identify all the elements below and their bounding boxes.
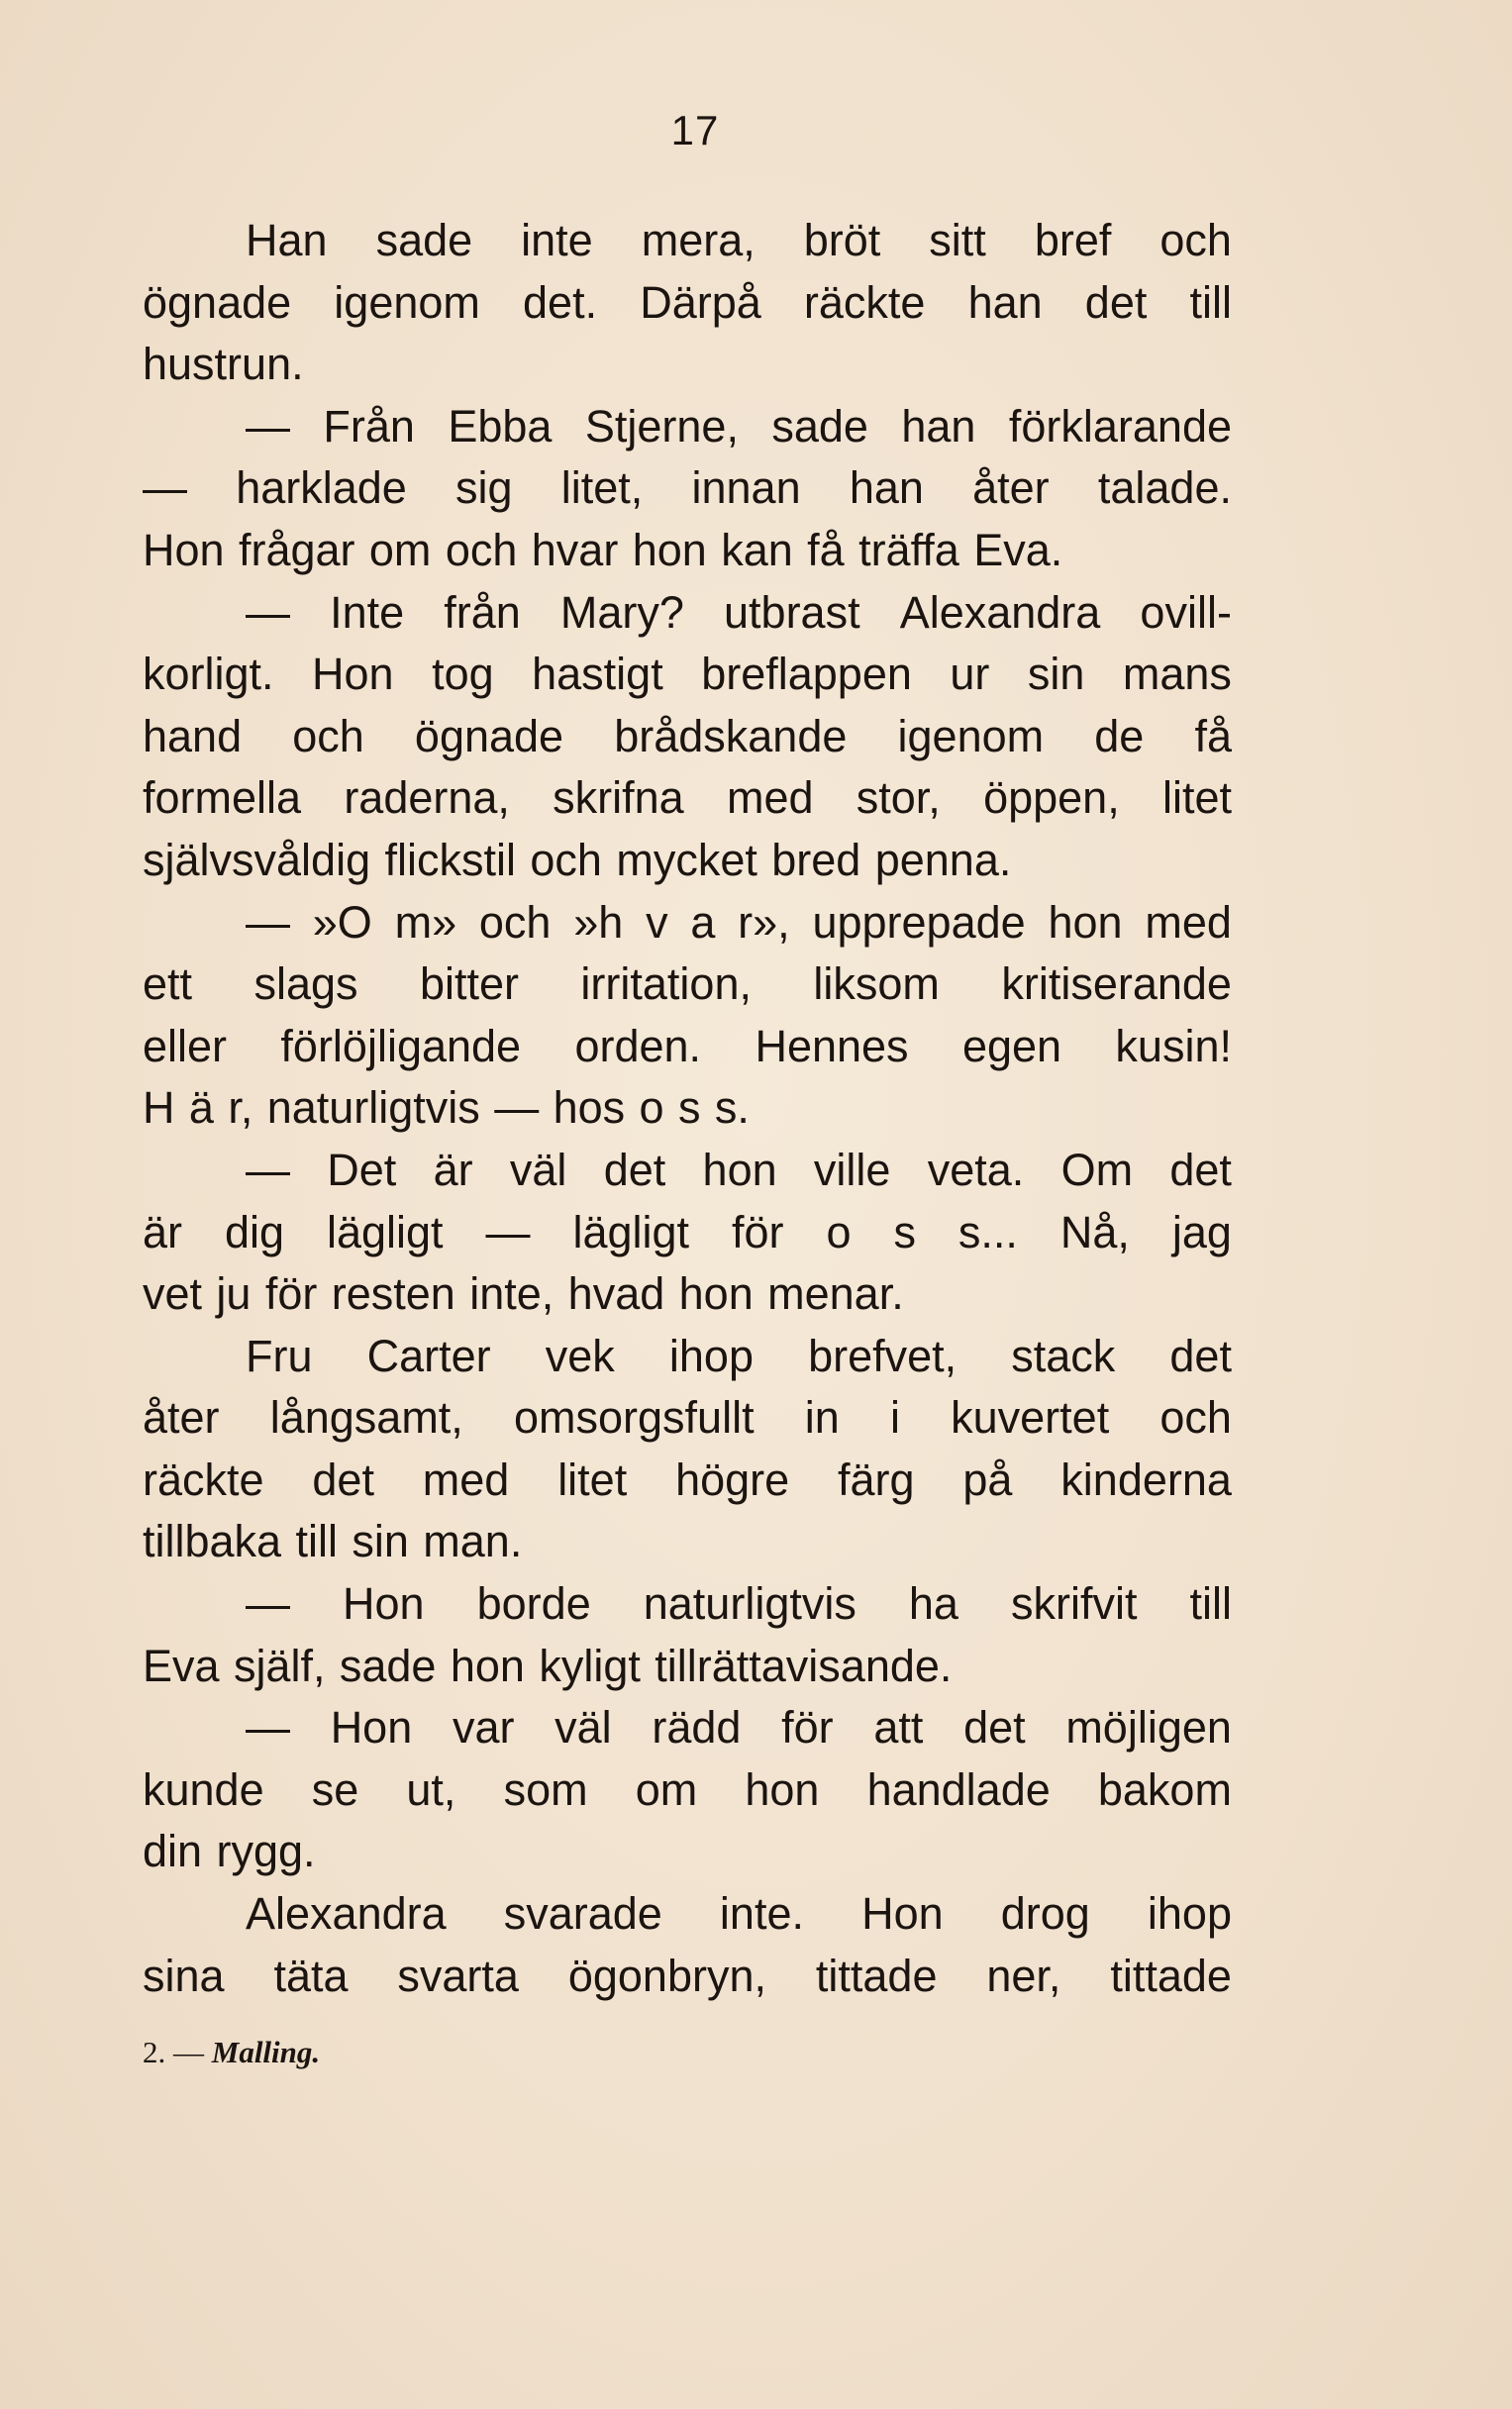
word: slags (253, 958, 358, 1010)
word: raderna, (344, 772, 510, 824)
text-line (143, 954, 1232, 1016)
word: kuvertet (951, 1392, 1110, 1444)
word: sig (455, 462, 513, 514)
word: sade (339, 1640, 437, 1691)
word: korligt. (143, 649, 274, 700)
text-line (143, 1016, 1232, 1078)
word: igenom (334, 276, 480, 328)
word: ner, (986, 1950, 1061, 2001)
word: litet (557, 1454, 628, 1505)
text-line (143, 1263, 1232, 1326)
word: menar. (767, 1268, 904, 1320)
word: irritation, (580, 958, 752, 1010)
word: borde (476, 1578, 591, 1630)
word: skrifvit (1010, 1578, 1138, 1630)
word: bitter (419, 958, 519, 1010)
word: bref (1034, 215, 1112, 265)
word: att (873, 1702, 924, 1754)
text-line (143, 706, 1232, 768)
word: a (690, 896, 716, 948)
text-line (143, 1759, 1232, 1822)
word: sade (375, 215, 473, 265)
word: s... (958, 1206, 1018, 1257)
word: — (246, 586, 290, 638)
word: bred (771, 834, 861, 885)
word: ihop (668, 1330, 754, 1381)
word: för (781, 1702, 834, 1754)
word: Därpå (640, 276, 761, 328)
word: väl (509, 1144, 567, 1195)
word: Mary? (559, 586, 684, 638)
word: — (246, 400, 290, 452)
word: — (485, 1206, 531, 1257)
text-line (143, 210, 1232, 272)
word: breflappen (701, 649, 912, 700)
word: Fru (246, 1330, 313, 1381)
word: naturligtvis (643, 1578, 857, 1630)
word: tittade (1110, 1950, 1232, 2001)
word: Hon (330, 1702, 413, 1754)
word: Inte (330, 586, 405, 638)
word: Från (323, 400, 415, 452)
word: åter (972, 462, 1050, 514)
text-line (143, 582, 1232, 645)
word: bröt (803, 215, 881, 265)
word: m» (394, 896, 457, 948)
word: och (530, 834, 602, 885)
text-line (143, 1883, 1232, 1946)
word: Han (246, 215, 328, 265)
word: Eva (143, 1640, 220, 1691)
word: ögnade (143, 276, 292, 328)
word: s (893, 1206, 916, 1257)
word: o (639, 1082, 664, 1134)
word: sitt (929, 215, 986, 265)
word: kinderna (1060, 1454, 1232, 1505)
text-line (143, 1077, 1232, 1140)
word: hon (745, 1763, 820, 1815)
word: räckte (803, 276, 926, 328)
word: det (963, 1702, 1026, 1754)
word: det. (523, 276, 598, 328)
word: s. (714, 1082, 750, 1134)
word: formella (143, 772, 302, 824)
word: — (246, 1144, 290, 1195)
word: Ebba (448, 400, 553, 452)
word: svarade (503, 1888, 662, 1940)
word: innan (691, 462, 801, 514)
word: sin (352, 1516, 409, 1567)
word: — (494, 1082, 540, 1134)
word: se (311, 1763, 359, 1815)
word: tillbaka (143, 1516, 282, 1567)
word: för (264, 1268, 318, 1320)
word: hon (702, 1144, 777, 1195)
word: flickstil (384, 834, 516, 885)
word: s (677, 1082, 701, 1134)
word: Hon (312, 649, 394, 700)
word: harklade (236, 462, 407, 514)
word: Nå, (1059, 1206, 1130, 1257)
text-line (143, 1202, 1232, 1264)
word: ett (143, 958, 193, 1010)
word: omsorgsfullt (514, 1392, 755, 1444)
text-line (143, 272, 1232, 335)
text-line (143, 1140, 1232, 1202)
word: hon (450, 1640, 525, 1691)
word: få (807, 524, 845, 575)
printer-signature (143, 2035, 320, 2070)
word: förlöjligande (280, 1020, 522, 1071)
word: färg (838, 1454, 915, 1505)
word: mycket (616, 834, 757, 885)
word: det (1169, 1330, 1232, 1381)
word: själf, (233, 1640, 326, 1691)
word: Carter (366, 1330, 491, 1381)
word: var (452, 1702, 515, 1754)
word: dig (224, 1206, 285, 1257)
signature-dash: — (173, 2035, 204, 2069)
word: sina (143, 1950, 225, 2001)
word: hustrun. (143, 339, 304, 390)
word: o (826, 1206, 852, 1257)
word: Eva. (973, 524, 1063, 575)
word: öppen, (983, 772, 1120, 824)
word: räckte (143, 1454, 264, 1505)
word: penna. (874, 834, 1012, 885)
text-line (143, 892, 1232, 954)
word: ögnade (414, 710, 564, 761)
text-line (143, 1821, 1232, 1883)
word: egen (961, 1020, 1062, 1071)
text-line (143, 1326, 1232, 1388)
word: ha (908, 1578, 958, 1630)
word: kritiserande (1001, 958, 1232, 1010)
word: eller (143, 1020, 228, 1071)
word: till (1189, 1578, 1232, 1630)
word: ovill- (1140, 586, 1232, 638)
word: Det (327, 1144, 397, 1195)
word: högre (675, 1454, 790, 1505)
word: tittade (815, 1950, 938, 2001)
word: lägligt (572, 1206, 690, 1257)
word: om (635, 1763, 698, 1815)
word: och (1159, 215, 1232, 265)
word: man. (423, 1516, 523, 1567)
word: ihop (1147, 1888, 1232, 1940)
word: »h (573, 896, 624, 948)
word: möjligen (1065, 1702, 1232, 1754)
word: kusin! (1115, 1020, 1232, 1071)
word: ju (216, 1268, 252, 1320)
word: hastigt (532, 649, 663, 700)
word: H (143, 1082, 175, 1134)
word: — (246, 1578, 290, 1630)
word: kyligt (539, 1640, 641, 1691)
text-line (143, 1636, 1232, 1698)
word: om (368, 524, 432, 575)
word: Alexandra (899, 586, 1101, 638)
body-text (143, 210, 1232, 2007)
word: utbrast (724, 586, 860, 638)
word: till (295, 1516, 338, 1567)
word: han (967, 276, 1043, 328)
word: och (1159, 1392, 1232, 1444)
word: sade (771, 400, 868, 452)
text-line (143, 457, 1232, 520)
word: din (143, 1826, 203, 1877)
word: hon (632, 524, 707, 575)
word: — (246, 1702, 290, 1754)
text-line (143, 830, 1232, 892)
text-line (143, 334, 1232, 396)
word: han (901, 400, 976, 452)
word: lägligt (326, 1206, 444, 1257)
text-line (143, 1697, 1232, 1759)
word: tillrättavisande. (655, 1640, 953, 1691)
word: ville (813, 1144, 891, 1195)
word: i (889, 1392, 900, 1444)
word: och (478, 896, 552, 948)
word: och (445, 524, 518, 575)
word: förklarande (1008, 400, 1232, 452)
word: ä (188, 1082, 214, 1134)
word: veta. (927, 1144, 1025, 1195)
word: inte, (469, 1268, 554, 1320)
word: — (246, 896, 290, 948)
word: — (143, 462, 187, 514)
word: vek (545, 1330, 615, 1381)
page-number: 17 (670, 107, 720, 153)
word: liksom (813, 958, 940, 1010)
word: med (726, 772, 814, 824)
word: jag (1171, 1206, 1232, 1257)
word: det (312, 1454, 374, 1505)
word: självsvåldig (143, 834, 371, 885)
word: svarta (397, 1950, 519, 2001)
word: Hon (861, 1888, 944, 1940)
word: mans (1122, 649, 1232, 700)
word: orden. (574, 1020, 702, 1071)
word: få (1194, 710, 1232, 761)
word: hvar (531, 524, 619, 575)
word: in (804, 1392, 840, 1444)
word: resten (331, 1268, 455, 1320)
word: »O (312, 896, 372, 948)
word: Stjerne, (584, 400, 739, 452)
word: stor, (856, 772, 941, 824)
word: det (1084, 276, 1148, 328)
word: brefvet, (808, 1330, 958, 1381)
word: rygg. (216, 1826, 316, 1877)
word: rädd (652, 1702, 742, 1754)
word: Alexandra (246, 1888, 447, 1940)
word: som (503, 1763, 588, 1815)
word: drog (1000, 1888, 1090, 1940)
word: hand (143, 710, 243, 761)
word: hos (553, 1082, 626, 1134)
word: med (422, 1454, 510, 1505)
word: de (1094, 710, 1145, 761)
word: täta (273, 1950, 349, 2001)
word: Hon (343, 1578, 425, 1630)
text-line (143, 520, 1232, 582)
word: vet (143, 1268, 203, 1320)
word: litet, (560, 462, 644, 514)
text-line (143, 1511, 1232, 1573)
signature-name: Malling. (211, 2035, 321, 2069)
text-line (143, 1450, 1232, 1512)
word: från (444, 586, 521, 638)
word: inte. (719, 1888, 804, 1940)
word: långsamt, (269, 1392, 463, 1444)
text-line (143, 396, 1232, 458)
text-line (143, 1946, 1232, 2008)
text-line (143, 644, 1232, 706)
word: träffa (858, 524, 959, 575)
word: litet (1161, 772, 1232, 824)
word: tog (432, 649, 494, 700)
word: hvad (567, 1268, 665, 1320)
text-line (143, 767, 1232, 830)
word: naturligtvis (266, 1082, 480, 1134)
word: till (1189, 276, 1232, 328)
word: ut, (406, 1763, 456, 1815)
word: inte (521, 215, 593, 265)
word: är (143, 1206, 183, 1257)
word: stack (1011, 1330, 1116, 1381)
word: handlade (866, 1763, 1051, 1815)
word: Hon (143, 524, 225, 575)
word: är (433, 1144, 473, 1195)
word: det (603, 1144, 666, 1195)
word: Om (1060, 1144, 1134, 1195)
word: brådskande (614, 710, 848, 761)
word: talade. (1097, 462, 1232, 514)
word: r», (738, 896, 790, 948)
word: frågar (238, 524, 355, 575)
word: upprepade (812, 896, 1026, 948)
word: och (292, 710, 364, 761)
word: r, (228, 1082, 253, 1134)
word: det (1169, 1144, 1232, 1195)
word: ur (950, 649, 990, 700)
word: ögonbryn, (567, 1950, 766, 2001)
word: kunde (143, 1763, 264, 1815)
word: han (849, 462, 924, 514)
signature-sheet-number: 2. (143, 2035, 166, 2069)
word: hon (678, 1268, 754, 1320)
word: med (1145, 896, 1232, 948)
word: skrifna (553, 772, 684, 824)
text-line (143, 1573, 1232, 1636)
word: på (962, 1454, 1013, 1505)
word: för (732, 1206, 784, 1257)
word: väl (554, 1702, 612, 1754)
word: mera, (641, 215, 756, 265)
word: hon (1048, 896, 1123, 948)
word: sin (1027, 649, 1085, 700)
text-line (143, 1387, 1232, 1450)
word: kan (721, 524, 793, 575)
word: igenom (897, 710, 1045, 761)
word: åter (143, 1392, 220, 1444)
word: v (646, 896, 668, 948)
word: Hennes (755, 1020, 909, 1071)
word: bakom (1097, 1763, 1232, 1815)
